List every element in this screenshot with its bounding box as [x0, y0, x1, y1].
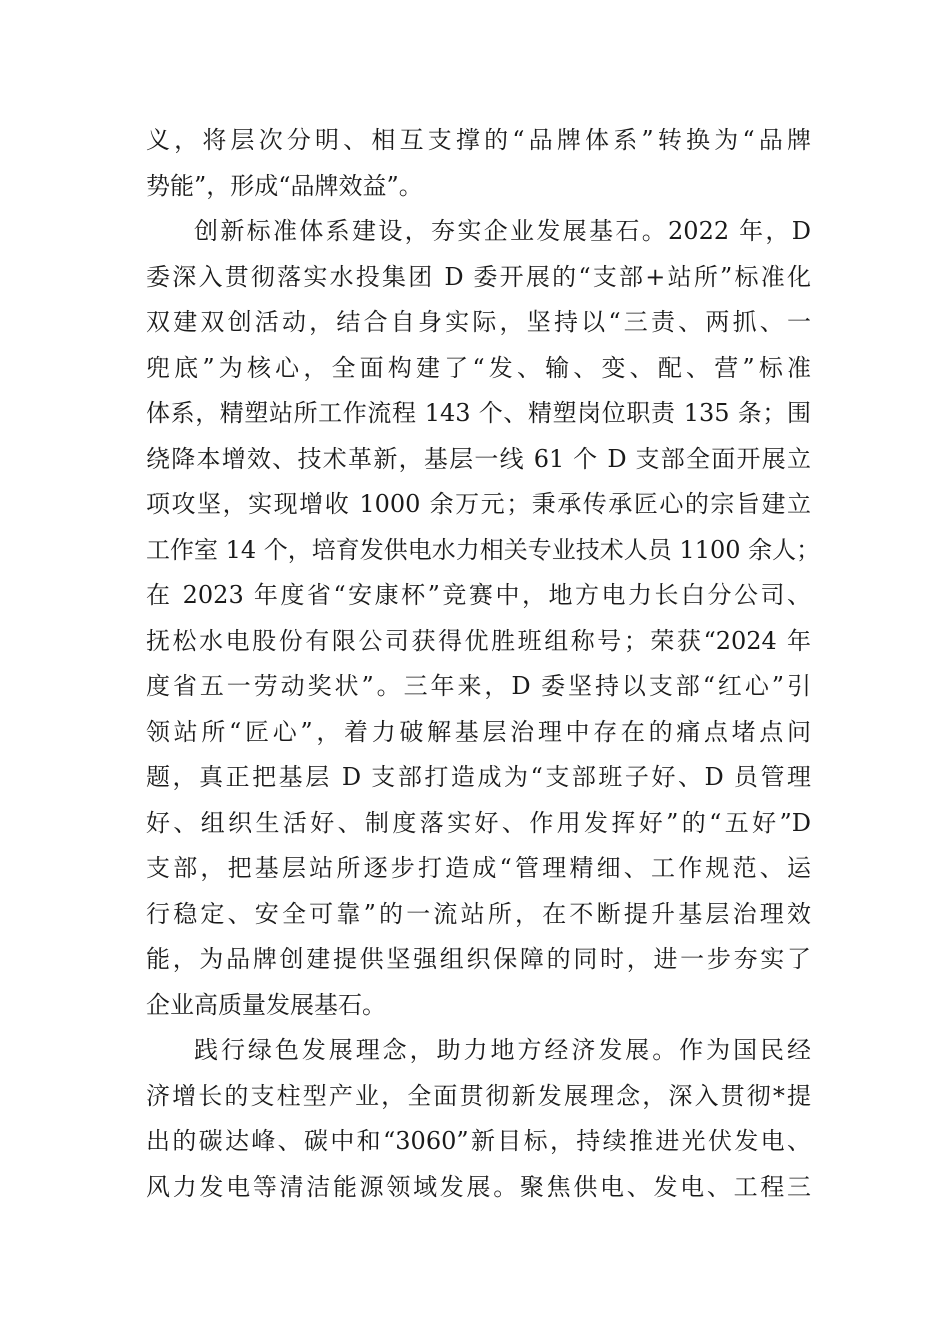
text-line: 义，将层次分明、相互支撑的“品牌体系”转换为“品牌	[146, 126, 811, 154]
paragraph-standard-system	[146, 209, 821, 1028]
text-line: 项攻坚，实现增收 1000 余万元；秉承传承匠心的宗旨建立	[146, 490, 811, 518]
text-line: 兜底”为核心，全面构建了“发、输、变、配、营”标准	[146, 353, 811, 382]
text-line: 双建双创活动，结合自身实际，坚持以“三责、两抓、一	[146, 308, 811, 336]
text-line: 抚松水电股份有限公司获得优胜班组称号；荣获“2024 年	[146, 626, 811, 655]
text-line: 领站所“匠心”，着力破解基层治理中存在的痛点堵点问	[146, 717, 811, 746]
text-line: 行稳定、安全可靠”的一流站所，在不断提升基层治理效	[146, 899, 811, 928]
text-line: 出的碳达峰、碳中和“3060”新目标，持续推进光伏发电、	[146, 1127, 811, 1155]
text-line: 题，真正把基层 D 支部打造成为“支部班子好、D 员管理	[146, 763, 811, 791]
text-line: 好、组织生活好、制度落实好、作用发挥好”的“五好”D	[146, 808, 811, 837]
document-body	[146, 118, 821, 1210]
paragraph-green-development	[146, 1028, 811, 1210]
paragraph-brand-system	[146, 118, 811, 209]
text-line: 体系，精塑站所工作流程 143 个、精塑岗位职责 135 条；围	[146, 399, 811, 427]
text-line: 工作室 14 个，培育发供电水力相关专业技术人员 1100 余人；	[146, 535, 821, 564]
text-line: 势能”，形成“品牌效益”。	[146, 171, 423, 200]
text-line: 度省五一劳动奖状”。三年来，D 委坚持以支部“红心”引	[146, 672, 811, 700]
text-line: 委深入贯彻落实水投集团 D 委开展的“支部+站所”标准化	[146, 262, 811, 291]
text-line: 企业高质量发展基石。	[146, 990, 386, 1019]
text-line: 能，为品牌创建提供坚强组织保障的同时，进一步夯实了	[146, 945, 811, 973]
text-line: 风力发电等清洁能源领域发展。聚焦供电、发电、工程三	[146, 1172, 811, 1201]
text-line: 支部，把基层站所逐步打造成“管理精细、工作规范、运	[146, 854, 811, 882]
text-line: 践行绿色发展理念，助力地方经济发展。作为国民经	[194, 1036, 811, 1064]
text-line: 在 2023 年度省“安康杯”竞赛中，地方电力长白分公司、	[146, 581, 811, 609]
text-line: 绕降本增效、技术革新，基层一线 61 个 D 支部全面开展立	[146, 444, 811, 473]
text-line: 济增长的支柱型产业，全面贯彻新发展理念，深入贯彻*提	[146, 1081, 811, 1110]
text-line: 创新标准体系建设，夯实企业发展基石。2022 年，D	[194, 217, 811, 245]
